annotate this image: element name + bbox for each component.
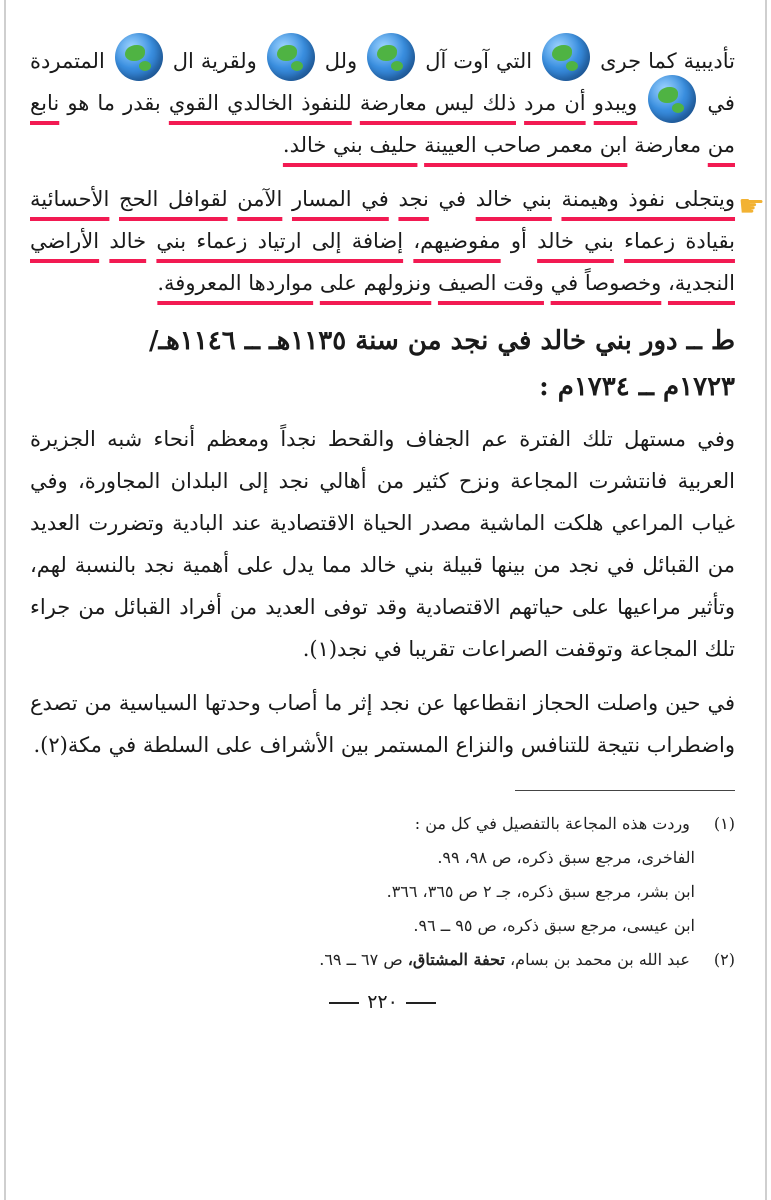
text-span: التي آوت آل (425, 49, 533, 73)
underlined-text: بني خالد (537, 229, 614, 253)
footnote-separator (515, 790, 735, 791)
page-edge-left (4, 0, 6, 1200)
footnote-1 (30, 807, 735, 841)
underlined-text: نابع من (30, 91, 735, 157)
pointing-hand-icon: ☛ (738, 189, 765, 224)
underlined-text: بني خالد (475, 187, 552, 211)
underlined-text: نجد (398, 187, 429, 211)
globe-emoji-icon (648, 75, 696, 123)
underlined-text: في المسار (291, 187, 389, 211)
text-span: ولقرية ال (172, 49, 257, 73)
page-number-text: ٢٢٠ (367, 991, 398, 1013)
underlined-text: أن مرد (524, 91, 586, 115)
text-span: تأديبية كما جرى (600, 49, 735, 73)
footnote-number: (١) (713, 814, 735, 833)
globe-emoji-icon (367, 33, 415, 81)
underlined-text: إضافة إلى ارتياد زعماء بني (156, 229, 404, 253)
heading-line-2: ١٧٢٣م ــ ١٧٣٤م : (539, 372, 735, 402)
text-span: أو (510, 229, 527, 253)
underlined-text: حليف بني خالد. (282, 133, 418, 157)
underlined-text: مفوضيهم، (413, 229, 501, 253)
underlined-text: وخصوصاً في (550, 271, 662, 295)
underlined-text: الأراضي النجدية، (30, 229, 735, 295)
dash-decoration (329, 1002, 359, 1004)
footnote-text: وردت هذه المجاعة بالتفصيل في كل من : (414, 814, 690, 833)
underlined-text: ذلك ليس معارضة (359, 91, 516, 115)
footnote-2 (30, 943, 735, 977)
book-page (30, 40, 765, 1013)
text-span: في (438, 187, 467, 211)
footnote-ref: الفاخرى، مرجع سبق ذكره، ص ٩٨، ٩٩. (437, 848, 695, 867)
underlined-text: لقوافل الحج (119, 187, 228, 211)
footnote-book-title: تحفة المشتاق، (407, 950, 505, 969)
underlined-text: للنفوذ الخالدي القوي (168, 91, 352, 115)
underlined-text: مواردها المعروفة. (157, 271, 314, 295)
text-span: معارضة (634, 133, 702, 157)
paragraph-2 (30, 178, 765, 304)
heading-line-1: ط ــ دور بني خالد في نجد من سنة ١١٣٥هـ ــ ١١٤٦هـ/ (148, 326, 735, 356)
footnote-text: ص ٦٧ ــ ٦٩. (319, 950, 403, 969)
paragraph-1 (30, 40, 735, 166)
footnote-ref: ابن بشر، مرجع سبق ذكره، جـ ٢ ص ٣٦٥، ٣٦٦. (386, 882, 695, 901)
footnote-ref: ابن عيسى، مرجع سبق ذكره، ص ٩٥ ــ ٩٦. (413, 916, 695, 935)
dash-decoration (406, 1002, 436, 1004)
globe-emoji-icon (267, 33, 315, 81)
underlined-text: وقت الصيف (437, 271, 544, 295)
text-span: بقدر ما هو (67, 91, 161, 115)
footnote-number: (٢) (713, 950, 735, 969)
text-span: المتمردة في (30, 49, 735, 115)
text-span: ولل (324, 49, 358, 73)
page-edge-right (765, 0, 767, 1200)
paragraph-4: في حين واصلت الحجاز انقطاعها عن نجد إثر ما أصاب وحدتها السياسية من تصدع واضطراب نتيجة للتنافس والنزاع المستمر بين الأشراف على السلطة في مكة(٢). (30, 691, 735, 757)
globe-emoji-icon (115, 33, 163, 81)
underlined-text: ويبدو (593, 91, 638, 115)
page-number (30, 991, 735, 1013)
section-heading (30, 318, 735, 410)
underlined-text: ونزولهم على (319, 271, 432, 295)
underlined-text: ويتجلى نفوذ وهيمنة (561, 187, 736, 211)
underlined-text: الأحسائية بقيادة زعماء (30, 187, 735, 253)
underlined-text: خالد (109, 229, 147, 253)
underlined-text: الآمن (237, 187, 283, 211)
underlined-text: ابن معمر صاحب العيينة (424, 133, 628, 157)
footnote-text: عبد الله بن محمد بن بسام، (510, 950, 690, 969)
globe-emoji-icon (542, 33, 590, 81)
paragraph-3: وفي مستهل تلك الفترة عم الجفاف والقحط نجداً ومعظم أنحاء شبه الجزيرة العربية فانتشرت المجاعة ونزح كثير من أهالي نجد إلى البلدان المجاورة، وفي غياب المراعي هلكت الماشية مصدر الحياة الاقتصادية عند البادية وتضررت العديد من القبائل في نجد من بينها قبيلة بني خالد مما يدل على أهمية نجد بالنسبة لهم، وتأثير مراعيها على حياتهم الاقتصادية وقد توفى العديد من أفراد القبائل من جراء تلك المجاعة وتوقفت الصراعات تقريبا في نجد(١). (30, 427, 735, 661)
